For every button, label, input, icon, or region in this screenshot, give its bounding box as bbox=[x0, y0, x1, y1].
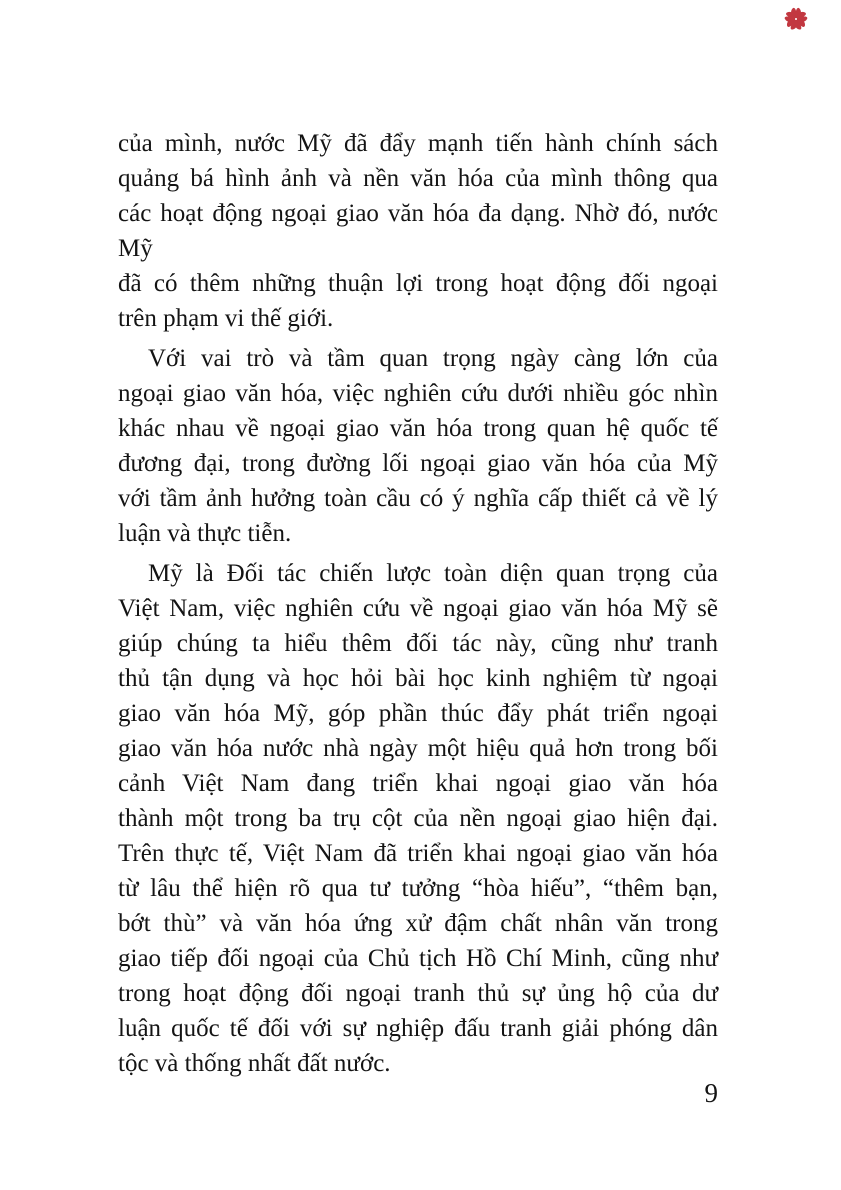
text-line: từ lâu thể hiện rõ qua tư tưởng “hòa hiếu”, “thêm bạn, bbox=[118, 875, 718, 902]
text-line: giao văn hóa nước nhà ngày một hiệu quả hơn trong bối bbox=[118, 735, 718, 762]
text-line: trong hoạt động đối ngoại tranh thủ sự ủng hộ của dư bbox=[118, 980, 718, 1007]
text-line: ngoại giao văn hóa, việc nghiên cứu dưới nhiều góc nhìn bbox=[118, 380, 718, 407]
text-line: khác nhau về ngoại giao văn hóa trong quan hệ quốc tế bbox=[118, 415, 718, 442]
text-line: các hoạt động ngoại giao văn hóa đa dạng. Nhờ đó, nước Mỹ bbox=[118, 200, 718, 262]
page-number: 9 bbox=[704, 1078, 718, 1108]
paragraph-3 bbox=[118, 556, 718, 1081]
text-line: cảnh Việt Nam đang triển khai ngoại giao văn hóa bbox=[118, 770, 718, 797]
paragraph-2 bbox=[118, 341, 718, 551]
text-line: giao văn hóa Mỹ, góp phần thúc đẩy phát triển ngoại bbox=[118, 700, 718, 727]
text-line: của mình, nước Mỹ đã đẩy mạnh tiến hành chính sách bbox=[118, 130, 718, 157]
text-line: luận và thực tiễn. bbox=[118, 520, 292, 547]
paragraph-1 bbox=[118, 126, 718, 336]
text-line: quảng bá hình ảnh và nền văn hóa của mình thông qua bbox=[118, 165, 718, 192]
text-line: Với vai trò và tầm quan trọng ngày càng lớn của bbox=[148, 345, 718, 372]
body-text bbox=[118, 126, 718, 1081]
text-line: đương đại, trong đường lối ngoại giao văn hóa của Mỹ bbox=[118, 450, 718, 477]
text-line: đã có thêm những thuận lợi trong hoạt động đối ngoại bbox=[118, 270, 718, 297]
text-line: luận quốc tế đối với sự nghiệp đấu tranh giải phóng dân bbox=[118, 1015, 718, 1042]
text-line: trên phạm vi thế giới. bbox=[118, 305, 334, 332]
text-line: Trên thực tế, Việt Nam đã triển khai ngoại giao văn hóa bbox=[118, 840, 718, 867]
text-line: giao tiếp đối ngoại của Chủ tịch Hồ Chí Minh, cũng như bbox=[118, 945, 718, 972]
text-line: thành một trong ba trụ cột của nền ngoại giao hiện đại. bbox=[118, 805, 718, 832]
text-line: tộc và thống nhất đất nước. bbox=[118, 1050, 391, 1077]
flower-ornament-icon bbox=[783, 6, 809, 32]
text-line: Mỹ là Đối tác chiến lược toàn diện quan trọng của bbox=[148, 560, 718, 587]
text-line: bớt thù” và văn hóa ứng xử đậm chất nhân văn trong bbox=[118, 910, 718, 937]
text-line: giúp chúng ta hiểu thêm đối tác này, cũng như tranh bbox=[118, 630, 718, 657]
text-line: với tầm ảnh hưởng toàn cầu có ý nghĩa cấp thiết cả về lý bbox=[118, 485, 718, 512]
text-line: Việt Nam, việc nghiên cứu về ngoại giao văn hóa Mỹ sẽ bbox=[118, 595, 718, 622]
text-line: thủ tận dụng và học hỏi bài học kinh nghiệm từ ngoại bbox=[118, 665, 718, 692]
